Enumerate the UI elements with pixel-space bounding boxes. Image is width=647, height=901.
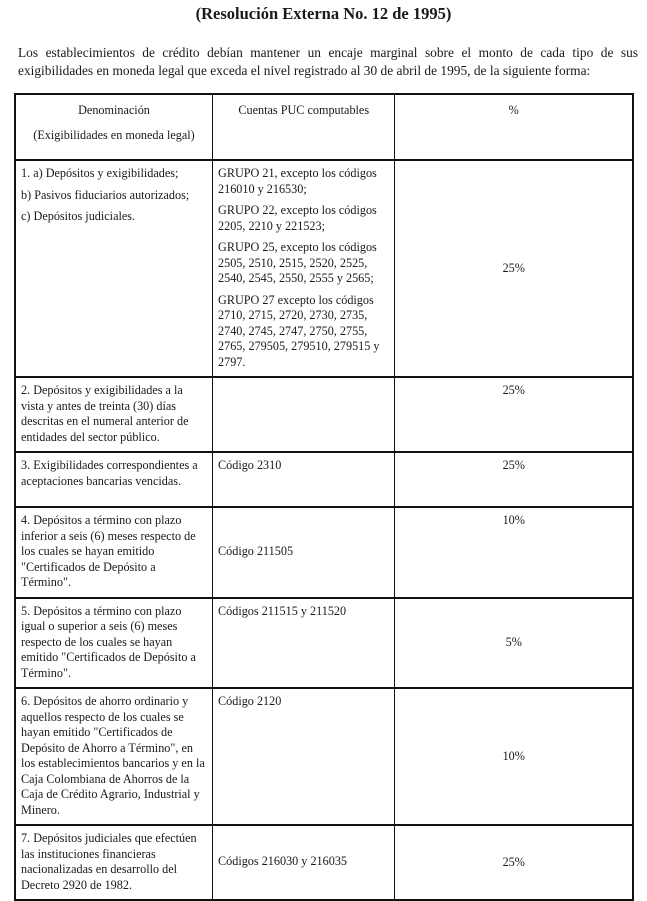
porcentaje-cell: 25% (395, 452, 633, 507)
cuentas-text: Código 2310 (218, 458, 282, 472)
porcentaje-cell: 10% (395, 688, 633, 825)
intro-paragraph: Los establecimientos de crédito debían mantener un encaje marginal sobre el monto de cada tipo de sus exigibilidades en moneda legal que exceda el nivel registrado al 30 de abril de 1995, de la siguiente forma: (18, 45, 638, 78)
table-row (15, 598, 633, 689)
cuentas-text: Código 2120 (218, 694, 282, 708)
porcentaje-cell: 25% (395, 160, 633, 377)
denominacion-text: 6. Depósitos de ahorro ordinario y aquellos respecto de los cuales se hayan emitido "Certificados de Depósito de Ahorro a Término", en los establecimientos bancarios y en la Caja Colombiana de Ahorros de la Caja de Crédito Agrario, Industrial y Minero. (21, 694, 205, 817)
denominacion-cell (15, 507, 213, 598)
denominacion-cell (15, 825, 213, 900)
table-row (15, 507, 633, 598)
cuentas-cell (213, 452, 395, 507)
table-row (15, 825, 633, 900)
denominacion-cell (15, 377, 213, 452)
cuentas-text: GRUPO 25, excepto los códigos 2505, 2510, 2515, 2520, 2525, 2540, 2545, 2550, 2555 y 2565; (218, 240, 377, 285)
cuentas-cell (213, 160, 395, 377)
porcentaje-cell: 10% (395, 507, 633, 598)
header-denominacion (15, 94, 213, 160)
porcentaje-cell: 25% (395, 825, 633, 900)
cuentas-text: Código 211505 (218, 544, 294, 558)
cuentas-cell (213, 688, 395, 825)
header-cuentas: Cuentas PUC computables (213, 94, 395, 160)
document-title: (Resolución Externa No. 12 de 1995) (195, 4, 452, 23)
cuentas-cell (213, 825, 395, 900)
denominacion-text: 4. Depósitos a término con plazo inferior a seis (6) meses respecto de los cuales se hayan emitido "Certificados de Depósito a Término". (21, 513, 196, 589)
cuentas-text: GRUPO 21, excepto los códigos 216010 y 216530; (218, 166, 377, 196)
table-row (15, 160, 633, 377)
cuentas-cell (213, 598, 395, 689)
cuentas-text: Códigos 216030 y 216035 (218, 854, 348, 869)
porcentaje-cell: 25% (395, 377, 633, 452)
denominacion-text: 2. Depósitos y exigibilidades a la vista y antes de treinta (30) días descritas en el numeral anterior de entidades del sector público. (21, 383, 189, 444)
cuentas-text: Códigos 211515 y 211520 (218, 603, 347, 618)
denominacion-text: 1. a) Depósitos y exigibilidades; (21, 166, 179, 180)
header-porcentaje: % (395, 94, 633, 160)
denominacion-text: 7. Depósitos judiciales que efectúen las instituciones financieras nacionalizadas en desarrollo del Decreto 2920 de 1982. (21, 831, 197, 892)
porcentaje-cell: 5% (395, 598, 633, 689)
encaje-table (14, 93, 634, 901)
table-row (15, 452, 633, 507)
denominacion-text: 5. Depósitos a término con plazo igual o superior a seis (6) meses respecto de los cuales se hayan emitido "Certificados de Depósito a Término". (21, 603, 196, 680)
denominacion-cell (15, 688, 213, 825)
denominacion-text: 3. Exigibilidades correspondientes a aceptaciones bancarias vencidas. (21, 458, 198, 488)
denominacion-text: c) Depósitos judiciales. (21, 209, 136, 223)
header-denominacion-title: Denominación (78, 103, 150, 117)
cuentas-cell (213, 377, 395, 452)
cuentas-text: GRUPO 22, excepto los códigos 2205, 2210 y 221523; (218, 203, 377, 233)
table-row (15, 377, 633, 452)
table-header-row (15, 94, 633, 160)
cuentas-cell (213, 507, 395, 598)
denominacion-text: b) Pasivos fiduciarios autorizados; (21, 187, 190, 202)
header-denominacion-subtitle: (Exigibilidades en moneda legal) (33, 127, 195, 142)
denominacion-cell (15, 452, 213, 507)
table-row (15, 688, 633, 825)
denominacion-cell (15, 598, 213, 689)
denominacion-cell (15, 160, 213, 377)
cuentas-text: GRUPO 27 excepto los códigos 2710, 2715, 2720, 2730, 2735, 2740, 2745, 2747, 2750, 2755, 2765, 279505, 279510, 279515 y 2797. (218, 292, 380, 369)
